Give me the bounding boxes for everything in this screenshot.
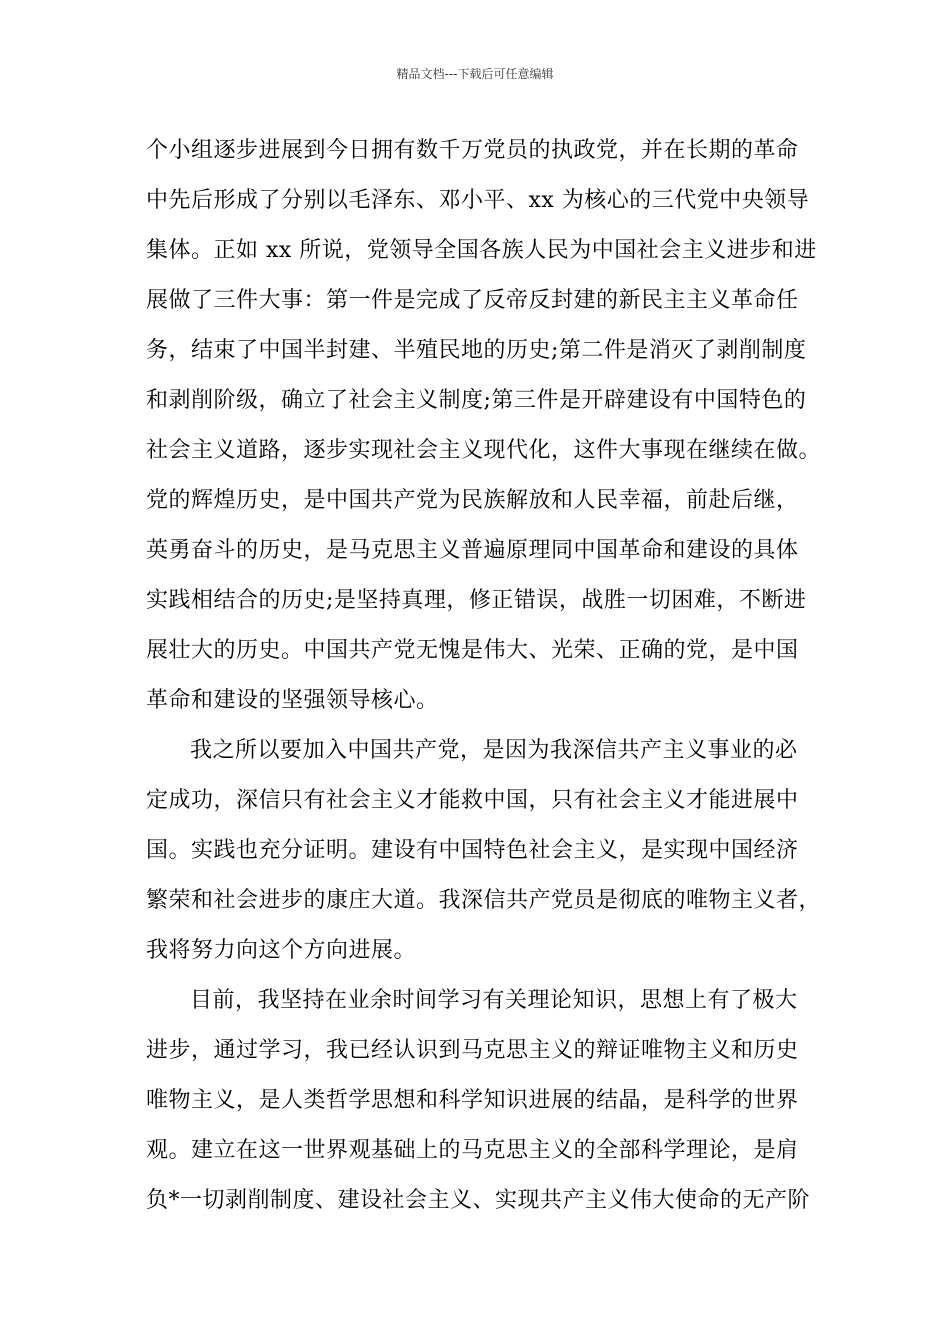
text-line: 负*一切剥削制度、建设社会主义、实现共产主义伟大使命的无产阶: [146, 1188, 811, 1213]
paragraph-first-line: 我之所以要加入中国共产党，是因为我深信共产主义事业的必: [190, 738, 798, 763]
text-line: 定成功，深信只有社会主义才能救中国，只有社会主义才能进展中: [146, 788, 799, 813]
text-line: 个小组逐步进展到今日拥有数千万党员的执政党，并在长期的革命: [146, 138, 799, 163]
text-line: 中先后形成了分别以毛泽东、邓小平、xx 为核心的三代党中央领导: [146, 188, 810, 213]
text-line: 唯物主义，是人类哲学思想和科学知识进展的结晶，是科学的世界: [146, 1088, 799, 1113]
text-line: 展壮大的历史。中国共产党无愧是伟大、光荣、正确的党，是中国: [146, 638, 799, 663]
text-line: 繁荣和社会进步的康庄大道。我深信共产党员是彻底的唯物主义者，: [146, 888, 822, 913]
text-line: 国。实践也充分证明。建设有中国特色社会主义，是实现中国经济: [146, 838, 799, 863]
text-line: 和剥削阶级，确立了社会主义制度;第三件是开辟建设有中国特色的: [146, 388, 807, 413]
text-line: 我将努力向这个方向进展。: [146, 938, 417, 963]
text-line: 社会主义道路，逐步实现社会主义现代化，这件大事现在继续在做。: [146, 438, 822, 463]
page-header: 精品文档---下载后可任意编辑: [396, 67, 554, 81]
text-line: 务，结束了中国半封建、半殖民地的历史;第二件是消灭了剥削制度: [146, 338, 807, 363]
paragraph-first-line: 目前，我坚持在业余时间学习有关理论知识，思想上有了极大: [190, 988, 798, 1013]
text-line: 观。建立在这一世界观基础上的马克思主义的全部科学理论，是肩: [146, 1138, 799, 1163]
text-line: 英勇奋斗的历史，是马克思主义普遍原理同中国革命和建设的具体: [146, 538, 799, 563]
text-line: 革命和建设的坚强领导核心。: [146, 688, 439, 713]
text-line: 集体。正如 xx 所说，党领导全国各族人民为中国社会主义进步和进: [146, 238, 817, 263]
text-line: 实践相结合的历史;是坚持真理，修正错误，战胜一切困难，不断进: [146, 588, 807, 613]
text-line: 党的辉煌历史，是中国共产党为民族解放和人民幸福，前赴后继，: [146, 488, 799, 513]
text-line: 进步，通过学习，我已经认识到马克思主义的辩证唯物主义和历史: [146, 1038, 799, 1063]
text-line: 展做了三件大事：第一件是完成了反帝反封建的新民主主义革命任: [146, 288, 799, 313]
